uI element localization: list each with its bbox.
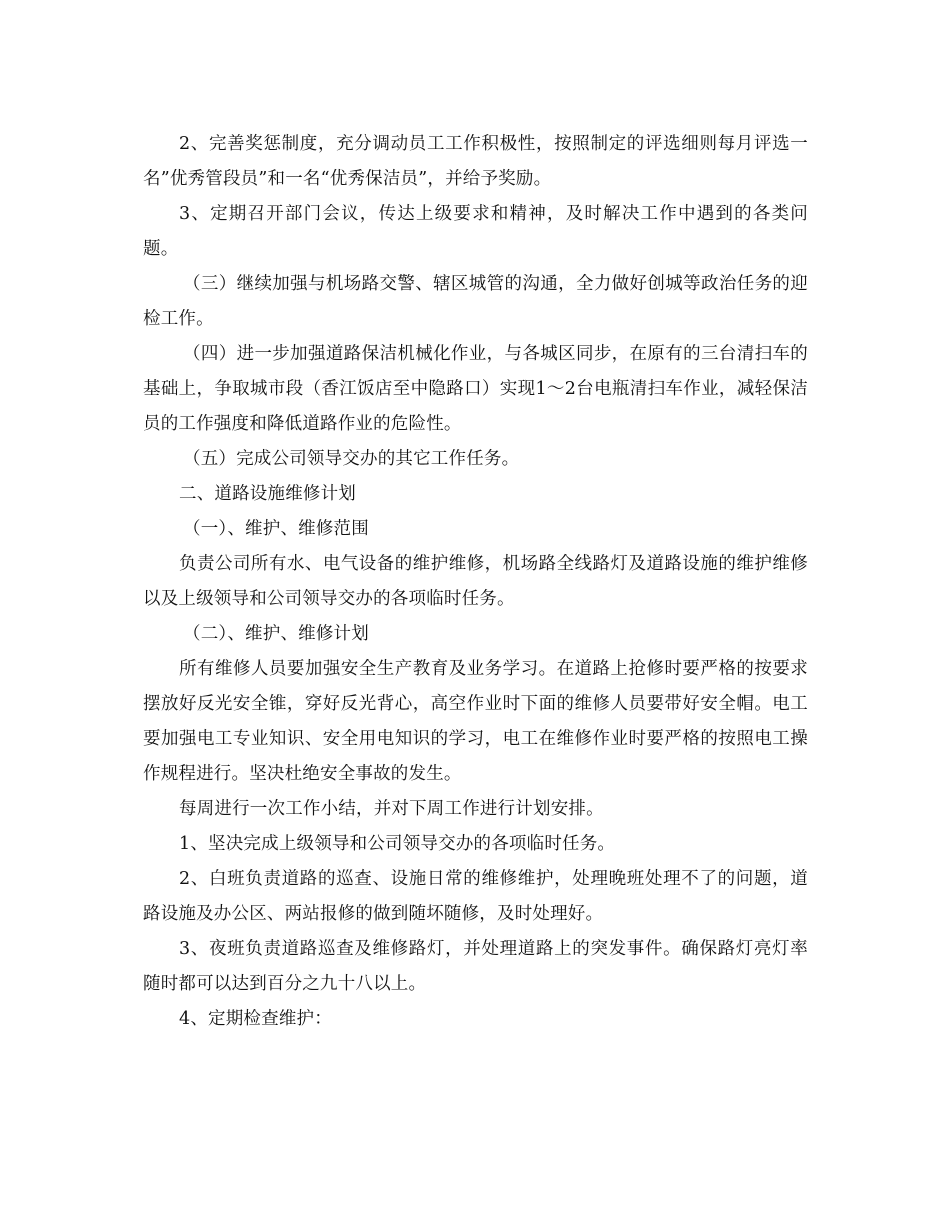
- paragraph-reward-system: 2、完善奖惩制度，充分调动员工工作积极性，按照制定的评选细则每月评选一名”优秀管段员”和一名“优秀保洁员”，并给予奖励。: [143, 134, 808, 189]
- subheading-maintenance-scope: （一）、维护、维修范围: [183, 519, 369, 539]
- list-item-4: 4、定期检查维护：: [179, 1009, 332, 1029]
- list-item-2: 2、白班负责道路的巡查、设施日常的维修维护，处理晚班处理不了的问题，道路设施及办公区、两站报修的做到随坏随修，及时处理好。: [143, 869, 808, 924]
- list-item-1: 1、坚决完成上级领导和公司领导交办的各项临时任务。: [179, 834, 616, 854]
- paragraph-scope-description: 负责公司所有水、电气设备的维护维修，机场路全线路灯及道路设施的维护维修以及上级领导和公司领导交办的各项临时任务。: [143, 554, 808, 609]
- paragraph-weekly-summary: 每周进行一次工作小结，并对下周工作进行计划安排。: [179, 799, 604, 819]
- paragraph-safety-education: 所有维修人员要加强安全生产教育及业务学习。在道路上抢修时要严格的按要求摆放好反光安全锥，穿好反光背心，高空作业时下面的维修人员要带好安全帽。电工要加强电工专业知识、安全用电知识的学习，电工在维修作业时要严格的按照电工操作规程进行。坚决杜绝安全事故的发生。: [143, 659, 808, 784]
- paragraph-item-four: （四）进一步加强道路保洁机械化作业，与各城区同步，在原有的三台清扫车的基础上，争取城市段（香江饭店至中隐路口）实现1～2台电瓶清扫车作业，减轻保洁员的工作强度和降低道路作业的危险性。: [143, 344, 808, 434]
- paragraph-item-five: （五）完成公司领导交办的其它工作任务。: [183, 449, 520, 469]
- document-body: [143, 127, 808, 1037]
- paragraph-item-three: （三）继续加强与机场路交警、辖区城管的沟通，全力做好创城等政治任务的迎检工作。: [143, 274, 808, 329]
- subheading-maintenance-schedule: （二）、维护、维修计划: [183, 624, 369, 644]
- paragraph-department-meeting: 3、定期召开部门会议，传达上级要求和精神，及时解决工作中遇到的各类问题。: [143, 204, 808, 259]
- list-item-3: 3、夜班负责道路巡查及维修路灯，并处理道路上的突发事件。确保路灯亮灯率随时都可以达到百分之九十八以上。: [143, 939, 808, 994]
- section-heading-maintenance-plan: 二、道路设施维修计划: [179, 484, 356, 504]
